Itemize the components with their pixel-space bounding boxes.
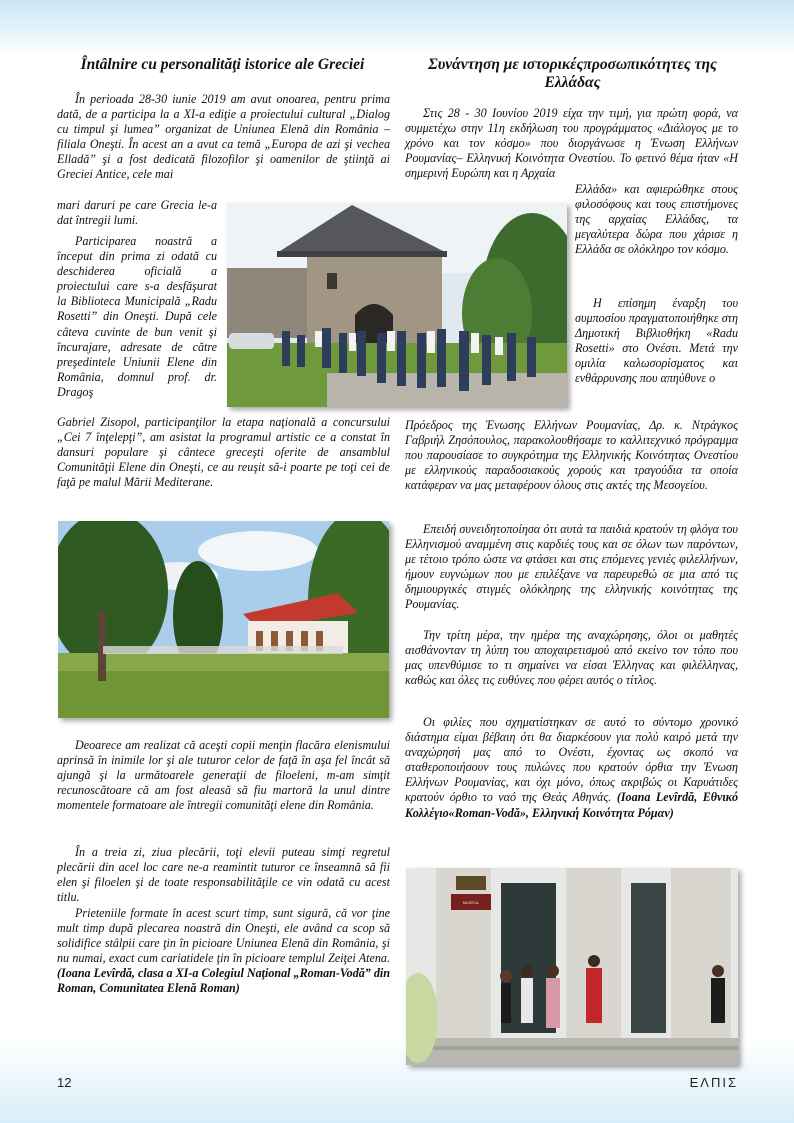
- left-paragraph-1: În perioada 28-30 iunie 2019 am avut onoarea, pentru prima dată, de a participa la a XI-a ediţie a proiectului cultural „Dialog cu timpul şi lumea” organizat de Uniunea Elenă din România – filiala Oneşti. În acest an a avut ca temă „Europa de azi şi vechea Elladă” şi a fost dedicată filozofilor şi oamenilor de ştiinţă ai Greciei Antice, cele mai: [57, 92, 390, 182]
- right-paragraph-4: Την τρίτη μέρα, την ημέρα της αναχώρησης, όλοι οι μαθητές αισθάνονταν τη λύπη του αποχαιρετισμού από εκείνο τον τόπο που μας υπενθύμισε το τι σημαίνει να είσαι Έλληνας και φιλέλληνας, καθώς και όλες τις ευθύνες που φέρει αυτός ο τίτλος.: [405, 628, 738, 688]
- left-paragraph-1-cont: mari daruri pe care Grecia le-a dat întregii lumi.: [57, 198, 217, 228]
- park-building-image: [58, 521, 389, 718]
- right-paragraph-1-cont: Ελλάδα» και αφιερώθηκε στους φιλοσόφους και τους επιστήμονες της αρχαίας Ελλάδας, τα μεγαλύτερα δώρα που χάρισε η Ελλάδα σε ολόκληρο τον κόσμο.: [575, 182, 738, 257]
- photo-park-building: [58, 521, 389, 718]
- left-signature: (Ioana Levîrdă, clasa a XI-a Colegiul Naţional „Roman-Vodă” din Roman, Comunitatea Elenă Roman): [57, 966, 390, 996]
- right-paragraph-2: Η επίσημη έναρξη του συμποσίου πραγματοποιήθηκε στη Δημοτική Βιβλιοθήκη «Radu Rosetti» στο Ονέστι. Μετά την ομιλία καλωσορίσματος και ενθάρρυνσης που απηύθυνε ο: [575, 296, 738, 386]
- right-paragraph-1: Στις 28 - 30 Ιουνίου 2019 είχα την τιμή, για πρώτη φορά, να συμμετέχω στην 11η εκδήλωση του προγράμματος «Διάλογος με το χρόνο και τον κόσμο» που διοργάνωσε η Ένωση Ελλήνων Ρουμανίας– Ελληνική Κοινότητα Ονεστίου. Το φετινό θέμα ήταν «Η σημερινή Ευρώπη και η Αρχαία: [405, 106, 738, 181]
- left-paragraph-2-cont: Gabriel Zisopol, participanţilor la etapa naţională a concursului „Cei 7 înţelepţi”, am asistat la programul artistic ce a constat în dansuri populare şi cântece greceşti oferite de ansamblul Comunităţii Elene din Oneşti, ce au reuşit să-i poarte pe toţi cei de faţă pe malul Mării Mediterane.: [57, 415, 390, 490]
- left-article-title: Întâlnire cu personalităţi istorice ale Greciei: [80, 56, 365, 73]
- stone-tower-image: [227, 203, 567, 407]
- photo-stone-tower: [227, 203, 567, 407]
- right-article-title: Συνάντηση με ιστορικέςπροσωπικότητες της Ελλάδας: [428, 56, 717, 91]
- left-paragraph-5-text: Prieteniile formate în acest scurt timp, sunt sigură, că vor ţine mult timp după plecarea noastră din Oneşti, ele având ca scop să solidifice stâlpii care ţin în picioare Uniunea Elenă din România, şi nu numai, exact cum cariatidele ţin în picioare templul Zeiţei Atena.: [57, 906, 390, 966]
- left-paragraph-3: Deoarece am realizat că aceşti copii menţin flacăra elenismului aprinsă în inimile lor şi ale tuturor celor de faţă în aşa fel încât să ajungă şi la următoarele generaţii de filoeleni, m-am simţit recunoscătoare că am fost aleasă să fiu martoră la unul dintre momentele formatoare ale întregii comunităţi elene din România.: [57, 738, 390, 813]
- right-paragraph-5: [405, 715, 738, 821]
- magazine-name: ΕΛΠΙΣ: [689, 1075, 738, 1090]
- photo-museum: [406, 868, 738, 1065]
- left-paragraph-5: [57, 906, 390, 997]
- left-paragraph-4: În a treia zi, ziua plecării, toţi elevii puteau simţi regretul plecării din acel loc care ne-a reamintit tuturor ce înseamnă să fii elen şi filoelen şi de toate responsabilităţile ce vin odată cu acest titlu.: [57, 845, 390, 905]
- page-number: 12: [57, 1075, 72, 1090]
- museum-image: [406, 868, 738, 1065]
- left-paragraph-2: Participarea noastră a început din prima zi odată cu deschiderea oficială a proiectului care s-a desfăşurat la Biblioteca Municipală „Radu Rosetti” din Oneşti. După cele câteva cuvinte de bun venit şi încurajare, adresate de către preşedintele Uniunii Elene din România, domnul prof. dr. Dragoş: [57, 234, 217, 399]
- museum-sign-text: MUZEUL: [462, 900, 480, 905]
- right-paragraph-3: Επειδή συνειδητοποίησα ότι αυτά τα παιδιά κρατούν τη φλόγα του Ελληνισμού αναμμένη στις καρδιές τους και σε όλων των παρόντων, με τέτοιο τρόπο ώστε να φτάσει και στις επόμενες γενιές φιλελλήνων, ήμουν ευγνώμων που με επιλέξανε να παρευρεθώ σε μια από τις δημιουργικές στιγμές ολόκληρης της ελληνικής κοινότητας της Ρουμανίας.: [405, 522, 738, 612]
- right-paragraph-2-cont: Πρόεδρος της Ένωσης Ελλήνων Ρουμανίας, Δρ. κ. Ντράγκος Γαβριήλ Ζησόπουλος, παρακολουθήσαμε το καλλιτεχνικό πρόγραμμα που παρουσίασε το συγκρότημα της Ελληνικής Κοινότητας Ονεστίου με ελληνικούς παραδοσιακούς χορούς και τραγούδια τα οποία κατάφεραν να μας μεταφέρουν όλους στις ακτές της Μεσογείου.: [405, 418, 738, 493]
- right-signature: (Ioana Levîrdă, Εθνικό Κολλέγιο«Roman-Vodă», Ελληνική Κοινότητα Ρόμαν): [405, 790, 739, 820]
- right-paragraph-5-text: Οι φιλίες που σχηματίστηκαν σε αυτό το σύντομο χρονικό διάστημα είμαι βέβαιη ότι θα διαρκέσουν για πολύ καιρό μετά την αναχώρησή μας από το Ονέστι, έχοντας ως σκοπό να σταθεροποιήσουν τους πυλώνες που κρατούν όρθια την Ένωση Ελλήνων Ρουμανίας, και όχι μόνο, όπως ακριβώς οι Καρυάτιδες κρατούν όρθιο το ναό της Θεάς Αθηνάς.: [405, 715, 738, 805]
